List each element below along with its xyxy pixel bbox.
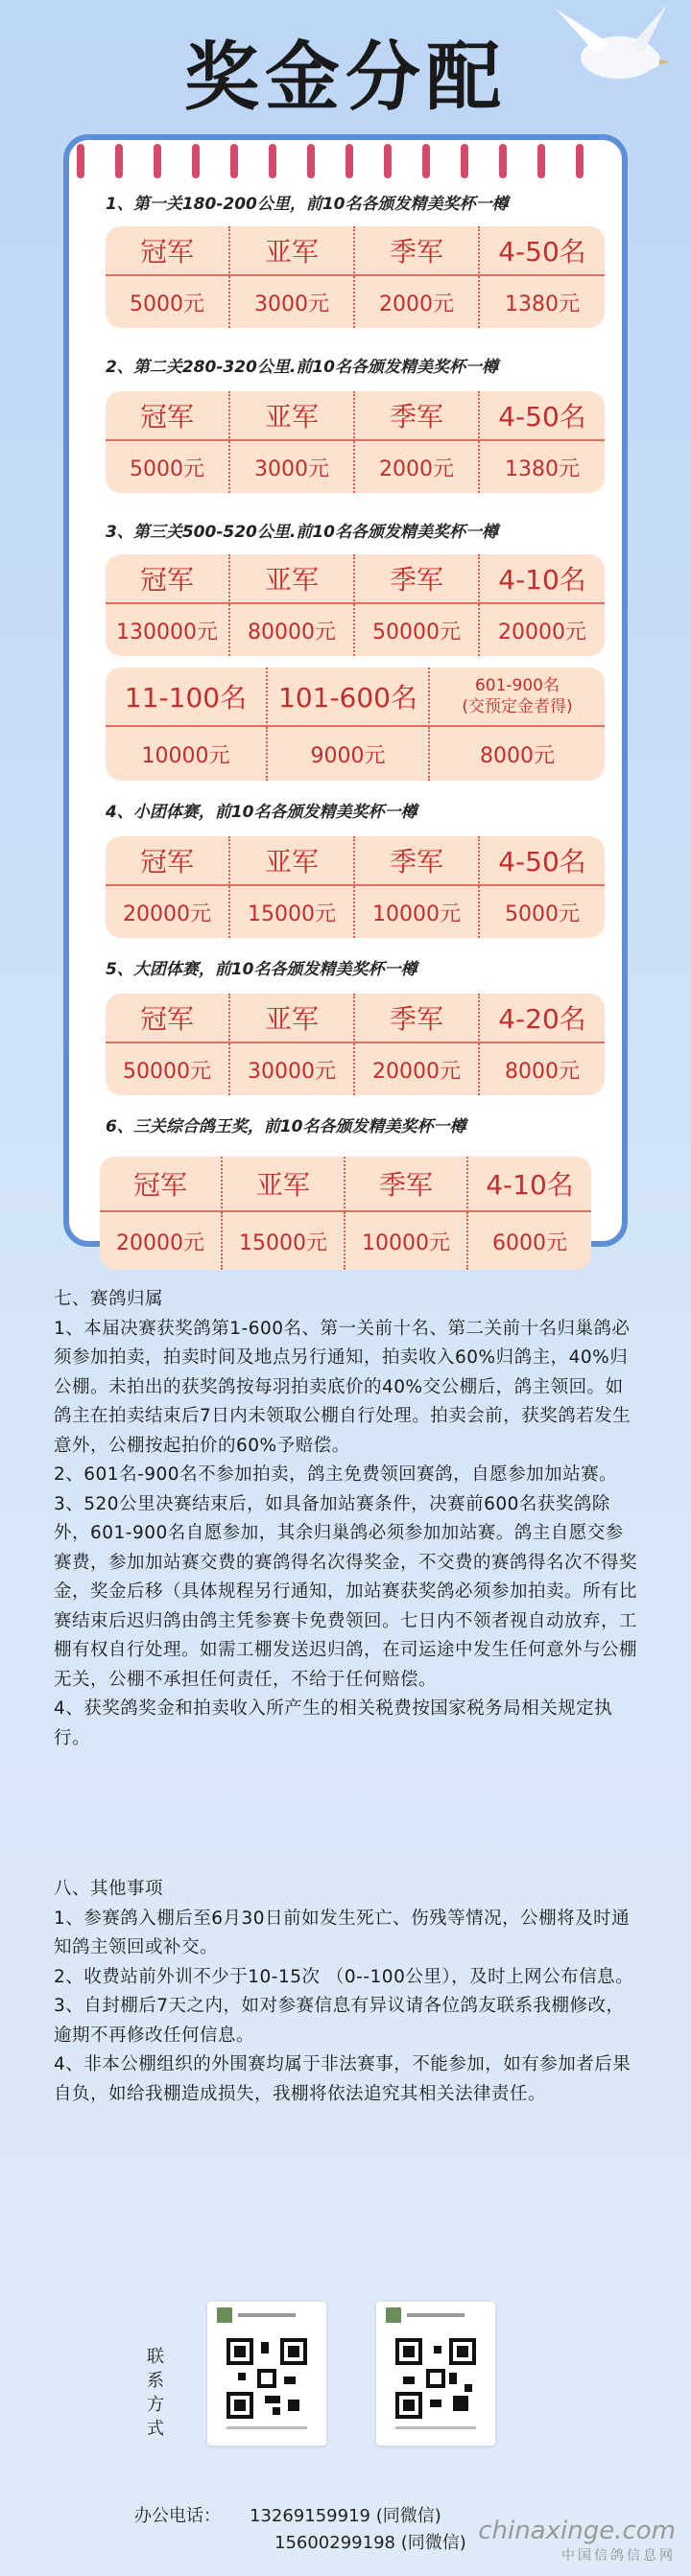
- qr-code-icon: [395, 2338, 476, 2419]
- prize-table-stage3-bottom: [106, 667, 605, 781]
- site-watermark: [478, 2517, 676, 2564]
- prize-value: 50000元: [106, 1043, 230, 1095]
- prize-value: 2000元: [355, 276, 480, 328]
- section-heading: 八、其他事项: [54, 1879, 164, 1899]
- prize-head: 4-10名: [468, 1157, 591, 1212]
- prize-table-small-team: [106, 836, 605, 938]
- paragraph: 2、601名-900名不参加拍卖，鸽主免费领回赛鸽，自愿参加加站赛。: [54, 1464, 618, 1485]
- prize-head: 亚军: [230, 554, 355, 604]
- section-title-stage1: 1、第一关180-200公里，前10名各颁发精美奖杯一樽: [106, 195, 509, 214]
- prize-head: 亚军: [230, 391, 355, 441]
- section-title-small-team: 4、小团体赛，前10名各颁发精美奖杯一樽: [106, 803, 417, 822]
- prize-head: 亚军: [230, 836, 355, 886]
- qr-code-card-2: [376, 2302, 495, 2446]
- prize-head: 季军: [355, 226, 480, 276]
- prize-table-overall-king: [100, 1157, 591, 1270]
- section-other: [54, 1875, 641, 2109]
- prize-head: 季军: [355, 391, 480, 441]
- prize-value: 10000元: [106, 727, 268, 781]
- prize-value: 9000元: [268, 727, 430, 781]
- section-title-stage3: 3、第三关500-520公里.前10名各颁发精美奖杯一樽: [106, 523, 498, 542]
- prize-head: 冠军: [106, 391, 230, 441]
- prize-head: 亚军: [230, 226, 355, 276]
- paragraph: 4、获奖鸽奖金和拍卖收入所产生的相关税费按国家税务局相关规定执行。: [54, 1698, 613, 1748]
- phone-number-1: 13269159919 (同微信): [250, 2506, 441, 2526]
- contact-label: 联系方式: [147, 2347, 164, 2439]
- section-title-stage2: 2、第二关280-320公里.前10名各颁发精美奖杯一樽: [106, 358, 498, 377]
- paragraph: 3、自封棚后7天之内，如对参赛信息有异议请各位鸽友联系我棚修改，逾期不再修改任何信息。: [54, 1996, 625, 2046]
- notebook-rings: [77, 144, 614, 182]
- prize-head: 601-900名 (交预定金者得): [430, 667, 605, 727]
- prize-head: 4-50名: [480, 391, 605, 441]
- prize-value: 20000元: [106, 886, 230, 938]
- office-phone-block: [134, 2503, 466, 2557]
- prize-head: 季军: [355, 554, 480, 604]
- prize-value: 10000元: [355, 886, 480, 938]
- prize-value: 20000元: [355, 1043, 480, 1095]
- prize-value: 15000元: [230, 886, 355, 938]
- prize-value: 20000元: [100, 1212, 223, 1270]
- prize-value: 1380元: [505, 457, 580, 481]
- prize-value: 2000元: [355, 441, 480, 493]
- prize-head: 4-50名: [480, 836, 605, 886]
- paragraph: 1、参赛鸽入棚后至6月30日前如发生死亡、伤残等情况，公棚将及时通知鸽主领回或补交。: [54, 1908, 631, 1957]
- prize-value: 5000元: [505, 902, 580, 926]
- qr-code-icon: [226, 2338, 307, 2419]
- page-title: 奖金分配: [183, 35, 507, 121]
- paragraph: 2、收费站前外训不少于10-15次 （0--100公里），及时上网公布信息。: [54, 1966, 634, 1987]
- office-label: 办公电话：: [134, 2506, 221, 2526]
- section-title-large-team: 5、大团体赛，前10名各颁发精美奖杯一樽: [106, 960, 417, 979]
- paragraph: 3、520公里决赛结束后，如具备加站赛条件，决赛前600名获奖鸽除外，601-900名自愿参加，其余归巢鸽必须参加加站赛。鸽主自愿交参赛费，参加加站赛交费的赛鸽得名次得奖金，不交费的赛鸽得名次不得奖金，奖金后移（具体规程另行通知，加站赛获奖鸽必须参加拍卖。所有比赛结束后迟归鸽由鸽主凭参赛卡免费领回。七日内不领者视自动放弃，工棚有权自行处理。如需工棚发送迟归鸽，在司运途中发生任何意外与公棚无关，公棚不承担任何责任，不给于任何赔偿。: [54, 1493, 638, 1690]
- watermark-site-name: 中国信鸽信息网: [561, 2548, 676, 2564]
- prize-head: 季军: [355, 994, 480, 1043]
- section-heading: 七、赛鸽归属: [54, 1289, 164, 1309]
- phone-number-2: 15600299198 (同微信): [274, 2533, 466, 2553]
- prize-value: 3000元: [230, 441, 355, 493]
- section-ownership: [54, 1285, 641, 1753]
- prize-value: 20000元: [498, 620, 586, 644]
- prize-head: 4-50名: [480, 226, 605, 276]
- prize-value: 50000元: [355, 604, 480, 656]
- prize-head: 亚军: [223, 1157, 346, 1212]
- qr-code-card-1: [207, 2302, 326, 2446]
- prize-value: 8000元: [480, 743, 555, 768]
- prize-head: 冠军: [106, 554, 230, 604]
- prize-head: 101-600名: [268, 667, 430, 727]
- prize-head: 冠军: [100, 1157, 223, 1212]
- prize-value: 3000元: [230, 276, 355, 328]
- prize-head: 冠军: [106, 994, 230, 1043]
- prize-table-large-team: [106, 994, 605, 1095]
- prize-value: 30000元: [230, 1043, 355, 1095]
- dove-illustration: [537, 0, 672, 105]
- prize-value: 8000元: [505, 1059, 580, 1084]
- prize-value: 6000元: [492, 1230, 567, 1255]
- prize-value: 10000元: [346, 1212, 468, 1270]
- prize-value: 5000元: [106, 441, 230, 493]
- prize-head: 季军: [346, 1157, 468, 1212]
- prize-table-stage3-top: [106, 554, 605, 656]
- prize-head: 亚军: [230, 994, 355, 1043]
- prize-head: 冠军: [106, 226, 230, 276]
- prize-head: 季军: [355, 836, 480, 886]
- prize-value: 5000元: [106, 276, 230, 328]
- prize-table-stage2: [106, 391, 605, 493]
- prize-head: 4-10名: [480, 554, 605, 604]
- prize-head: 冠军: [106, 836, 230, 886]
- prize-value: 130000元: [106, 604, 230, 656]
- section-title-overall-king: 6、三关综合鸽王奖，前10名各颁发精美奖杯一樽: [106, 1117, 466, 1136]
- prize-value: 15000元: [223, 1212, 346, 1270]
- prize-value: 80000元: [230, 604, 355, 656]
- paragraph: 1、本届决赛获奖鸽第1-600名、第一关前十名、第二关前十名归巢鸽必须参加拍卖，拍卖时间及地点另行通知，拍卖收入60%归鸽主，40%归公棚。未拍出的获奖鸽按每羽拍卖底价的40%交公棚后，鸽主领回。如鸽主在拍卖结束后7日内未领取公棚自行处理。拍卖会前，获奖鸽若发生意外，公棚按起拍价的60%予赔偿。: [54, 1318, 631, 1456]
- prize-head: 11-100名: [106, 667, 268, 727]
- prize-table-stage1: [106, 226, 605, 328]
- prize-head: 4-20名: [480, 994, 605, 1043]
- watermark-domain: chinaxinge.com: [478, 2517, 676, 2545]
- paragraph: 4、非本公棚组织的外围赛均属于非法赛事，不能参加，如有参加者后果自负，如给我棚造成损失，我棚将依法追究其相关法律责任。: [54, 2054, 631, 2104]
- prize-value: 1380元: [505, 292, 580, 316]
